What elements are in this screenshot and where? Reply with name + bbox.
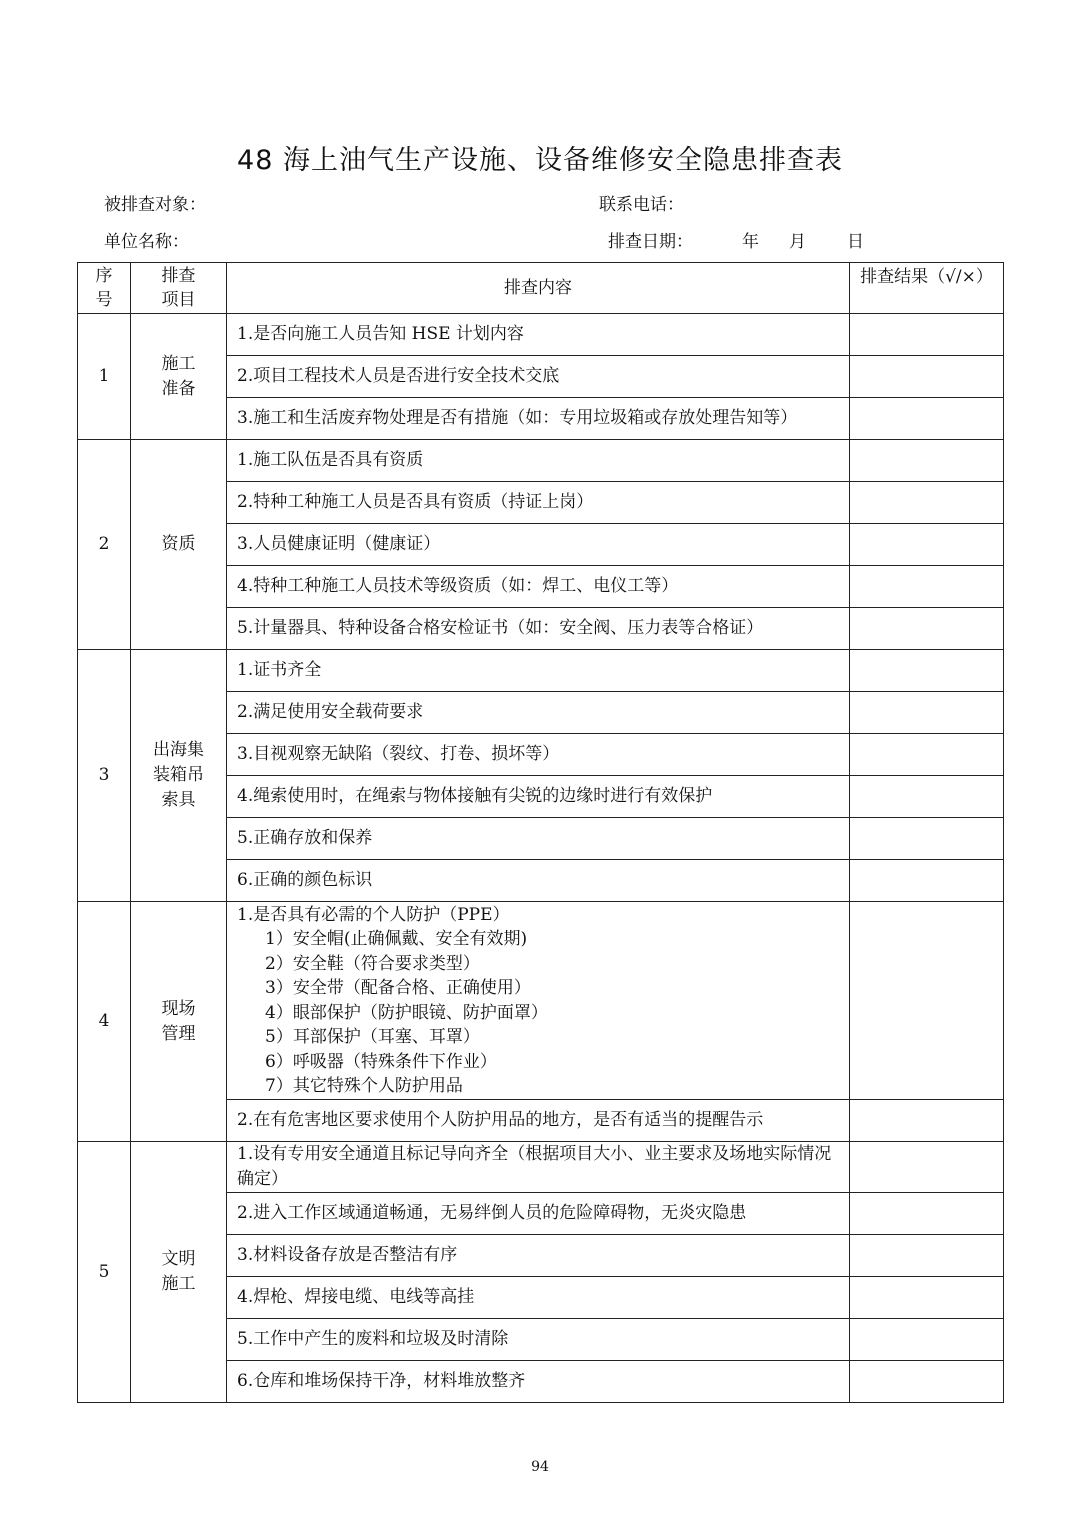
check-date-label: 排查日期：	[608, 232, 693, 252]
result-cell[interactable]	[850, 1193, 1004, 1235]
check-content: 4.焊枪、焊接电缆、电线等高挂	[227, 1277, 850, 1319]
section-4-item	[131, 902, 227, 1142]
contact-phone-label: 联系电话：	[599, 195, 684, 215]
check-content: 3.施工和生活废弃物处理是否有措施（如：专用垃圾箱或存放处理告知等）	[227, 398, 850, 440]
result-cell[interactable]	[850, 482, 1004, 524]
page-title: 48 海上油气生产设施、设备维修安全隐患排查表	[237, 145, 843, 176]
inspected-object-label: 被排查对象：	[104, 195, 206, 215]
header-seq-line1: 序	[95, 266, 113, 286]
year-label: 年	[742, 232, 759, 252]
result-cell[interactable]	[850, 902, 1004, 1100]
unit-name-label: 单位名称：	[104, 232, 189, 252]
list-item: 7）其它特殊个人防护用品	[265, 1076, 463, 1096]
ppe-title: 1.是否具有必需的个人防护（PPE）	[237, 904, 510, 925]
check-content: 1.是否向施工人员告知 HSE 计划内容	[227, 314, 850, 356]
section-1-item-line2: 准备	[161, 378, 196, 399]
result-cell[interactable]	[850, 1361, 1004, 1403]
section-5-item	[131, 1142, 227, 1403]
result-cell[interactable]	[850, 398, 1004, 440]
section-4-item-line1: 现场	[161, 998, 196, 1019]
list-item: 6）呼吸器（特殊条件下作业）	[265, 1051, 497, 1072]
ppe-item-list	[237, 927, 843, 1099]
section-5-item-line2: 施工	[161, 1274, 196, 1294]
header-content: 排查内容	[227, 263, 850, 314]
result-cell[interactable]	[850, 860, 1004, 902]
list-item: 1）安全帽(止确佩戴、安全有效期)	[265, 929, 528, 949]
ppe-check-content	[227, 902, 850, 1100]
section-5-item-line1: 文明	[161, 1249, 196, 1269]
result-cell[interactable]	[850, 1142, 1004, 1193]
result-cell[interactable]	[850, 776, 1004, 818]
result-cell[interactable]	[850, 314, 1004, 356]
header-item-line2: 项目	[161, 290, 196, 310]
table-row	[78, 902, 1004, 1100]
check-content: 2.项目工程技术人员是否进行安全技术交底	[227, 356, 850, 398]
table-row	[78, 440, 1004, 482]
list-item: 5）耳部保护（耳塞、耳罩）	[265, 1027, 480, 1047]
table-header-row	[78, 263, 1004, 314]
table-row	[78, 650, 1004, 692]
section-1-seq: 1	[78, 314, 131, 440]
result-cell[interactable]	[850, 650, 1004, 692]
result-cell[interactable]	[850, 608, 1004, 650]
result-cell[interactable]	[850, 818, 1004, 860]
section-3-item	[131, 650, 227, 902]
table-row	[78, 1142, 1004, 1193]
list-item: 4）眼部保护（防护眼镜、防护面罩）	[265, 1002, 548, 1023]
month-label: 月	[789, 232, 806, 252]
section-2-seq: 2	[78, 440, 131, 650]
list-item: 3）安全带（配备合格、正确使用）	[265, 978, 531, 998]
header-seq	[78, 263, 131, 314]
day-label: 日	[847, 232, 864, 252]
section-3-seq: 3	[78, 650, 131, 902]
result-cell[interactable]	[850, 1100, 1004, 1142]
check-content: 3.材料设备存放是否整洁有序	[227, 1235, 850, 1277]
check-content: 4.特种工种施工人员技术等级资质（如：焊工、电仪工等）	[227, 566, 850, 608]
header-item	[131, 263, 227, 314]
page-number: 94	[531, 1459, 549, 1475]
check-content: 2.进入工作区域通道畅通，无易绊倒人员的危险障碍物，无炎灾隐患	[227, 1193, 850, 1235]
result-cell[interactable]	[850, 356, 1004, 398]
section-3-item-line3: 索具	[161, 790, 196, 810]
result-cell[interactable]	[850, 524, 1004, 566]
section-4-item-line2: 管理	[161, 1023, 196, 1044]
table-row	[78, 314, 1004, 356]
section-4-seq: 4	[78, 902, 131, 1142]
section-1-item	[131, 314, 227, 440]
check-content: 2.在有危害地区要求使用个人防护用品的地方，是否有适当的提醒告示	[227, 1100, 850, 1142]
result-cell[interactable]	[850, 692, 1004, 734]
result-cell[interactable]	[850, 734, 1004, 776]
check-content: 6.仓库和堆场保持干净，材料堆放整齐	[227, 1361, 850, 1403]
check-content: 3.目视观察无缺陷（裂纹、打卷、损坏等）	[227, 734, 850, 776]
header-result: 排查结果（√/×）	[850, 263, 1004, 314]
check-content: 1.证书齐全	[227, 650, 850, 692]
check-content: 1.设有专用安全通道且标记导向齐全（根据项目大小、业主要求及场地实际情况确定）	[227, 1142, 850, 1193]
inspection-checklist-table	[77, 262, 1004, 1403]
check-content: 5.计量器具、特种设备合格安检证书（如：安全阀、压力表等合格证）	[227, 608, 850, 650]
section-1-item-line1: 施工	[161, 353, 196, 374]
section-3-item-line1: 出海集	[153, 740, 204, 760]
result-cell[interactable]	[850, 1277, 1004, 1319]
check-content: 6.正确的颜色标识	[227, 860, 850, 902]
result-cell[interactable]	[850, 1319, 1004, 1361]
section-3-item-line2: 装箱吊	[153, 765, 204, 785]
check-content: 5.工作中产生的废料和垃圾及时清除	[227, 1319, 850, 1361]
result-cell[interactable]	[850, 566, 1004, 608]
section-2-item	[131, 440, 227, 650]
section-5-seq: 5	[78, 1142, 131, 1403]
result-cell[interactable]	[850, 1235, 1004, 1277]
header-seq-line2: 号	[95, 290, 113, 310]
section-2-item-line1: 资质	[161, 534, 196, 554]
check-content: 2.特种工种施工人员是否具有资质（持证上岗）	[227, 482, 850, 524]
check-content: 2.满足使用安全载荷要求	[227, 692, 850, 734]
header-item-line1: 排查	[161, 266, 196, 286]
check-content: 3.人员健康证明（健康证）	[227, 524, 850, 566]
check-content: 5.正确存放和保养	[227, 818, 850, 860]
list-item: 2）安全鞋（符合要求类型）	[265, 953, 480, 974]
result-cell[interactable]	[850, 440, 1004, 482]
check-content: 1.施工队伍是否具有资质	[227, 440, 850, 482]
check-content: 4.绳索使用时，在绳索与物体接触有尖锐的边缘时进行有效保护	[227, 776, 850, 818]
